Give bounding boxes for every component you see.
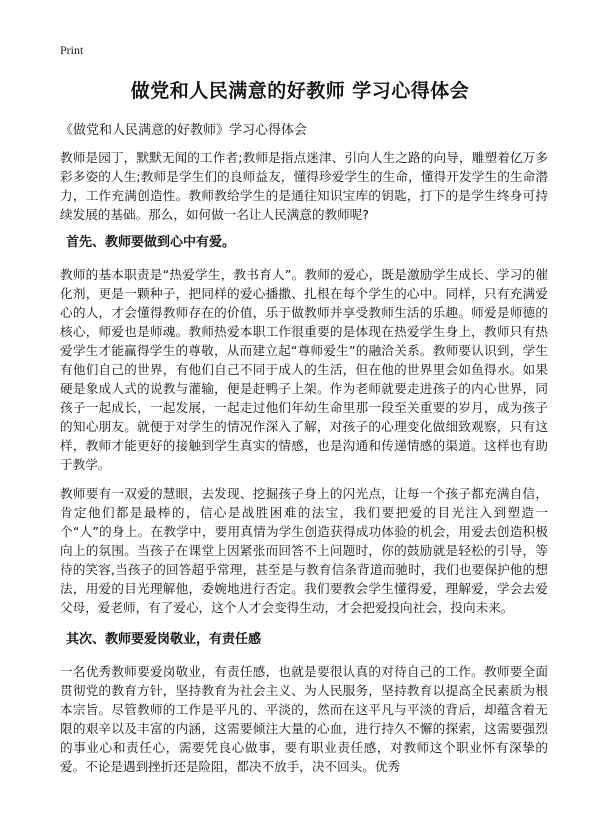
paragraph-duty: 教师的基本职责是“热爱学生，教书育人”。教师的爱心，既是激励学生成长、学习的催化剂，更是一颗种子，把同样的爱心播撒、扎根在每个学生的心中。同样，只有充满爱心的人，才会懂得教师存在的价值，乐于做教师并享受教师生活的乐趣。师爱是师德的核心，师爱也是师魂。教师热爱本职工作很重要的是体现在热爱学生身上，教师只有热爱学生才能赢得学生的尊敬，从而建立起“尊师爱生”的融洽关系。教师要认识到，学生有他们自己的世界，有他们自己不同于成人的生活，但在他的世界里会如鱼得水。如果硬是象成人式的说教与灌输，便是赶鸭子上架。作为老师就要走进孩子的内心世界，同孩子一起成长，一起发展，一起走过他们年幼生命里那一段至关重要的岁月，成为孩子的知心朋友。就便于对学生的情况作深入了解，对孩子的心理变化做细致观察，只有这样，教师才能更好的接触到学生真实的情感，也是沟通和传递情感的渠道。这样也有助于教学。 [60,267,548,472]
section-heading-love: 首先、教师要做到心中有爱。 [66,235,236,250]
article-subtitle: 《做党和人民满意的好教师》学习心得体会 [60,123,308,138]
article-title: 做党和人民满意的好教师 学习心得体会 [130,80,470,102]
paragraph-intro: 教师是园丁，默默无闻的工作者;教师是指点迷津、引向人生之路的向导，雕塑着亿万多彩多姿的人生;教师是学生们的良师益友，懂得珍爱学生的生命，懂得开发学生的生命潜力，工作充满创造性。教师教给学生的是通往知识宝库的钥匙，打下的是学生终身可持续发展的基础。那么，如何做一名让人民满意的教师呢? [60,150,548,222]
article-body [60,148,548,786]
print-link[interactable]: Print [60,43,84,57]
section-heading-dedication: 其次、教师要爱岗敬业，有责任感 [66,632,262,647]
paragraph-dedication: 一名优秀教师要爱岗敬业，有责任感，也就是要很认真的对待自己的工作。教师要全面贯彻党的教育方针，坚持教育为社会主义、为人民服务，坚持教育以提高全民素质为根本宗旨。尽管教师的工作是平凡的、平淡的，然而在这平凡与平淡的背后，却蕴含着无限的艰辛以及丰富的内涵，这需要倾注大量的心血，进行持久不懈的探索，这需要强烈的事业心和责任心，需要凭良心做事，要有职业责任感，对教师这个职业怀有深挚的爱。不论是遇到挫折还是险阻，都决不放手，决不回头。优秀 [60,664,548,774]
paragraph-eyes-of-love: 教师要有一双爱的慧眼，去发现、挖掘孩子身上的闪光点，让每一个孩子都充满自信，肯定他们都是最棒的，信心是战胜困难的法宝，我们要把爱的目光注入到塑造一个“人”的身上。在教学中，要用真情为学生创造获得成功体验的机会，用爱去创造积极向上的氛围。当孩子在课堂上因紧张而回答不上问题时，你的鼓励就是轻松的引导，等待的笑容,当孩子的回答超乎常理，甚至是与教育信条背道而驰时，我们也要保护他的想法，用爱的目光理解他，委婉地进行否定。我们要教会学生懂得爱，理解爱，学会去爱父母，爱老师，有了爱心，这个人才会变得生动，才会把爱投向社会，投向未来。 [60,486,548,615]
